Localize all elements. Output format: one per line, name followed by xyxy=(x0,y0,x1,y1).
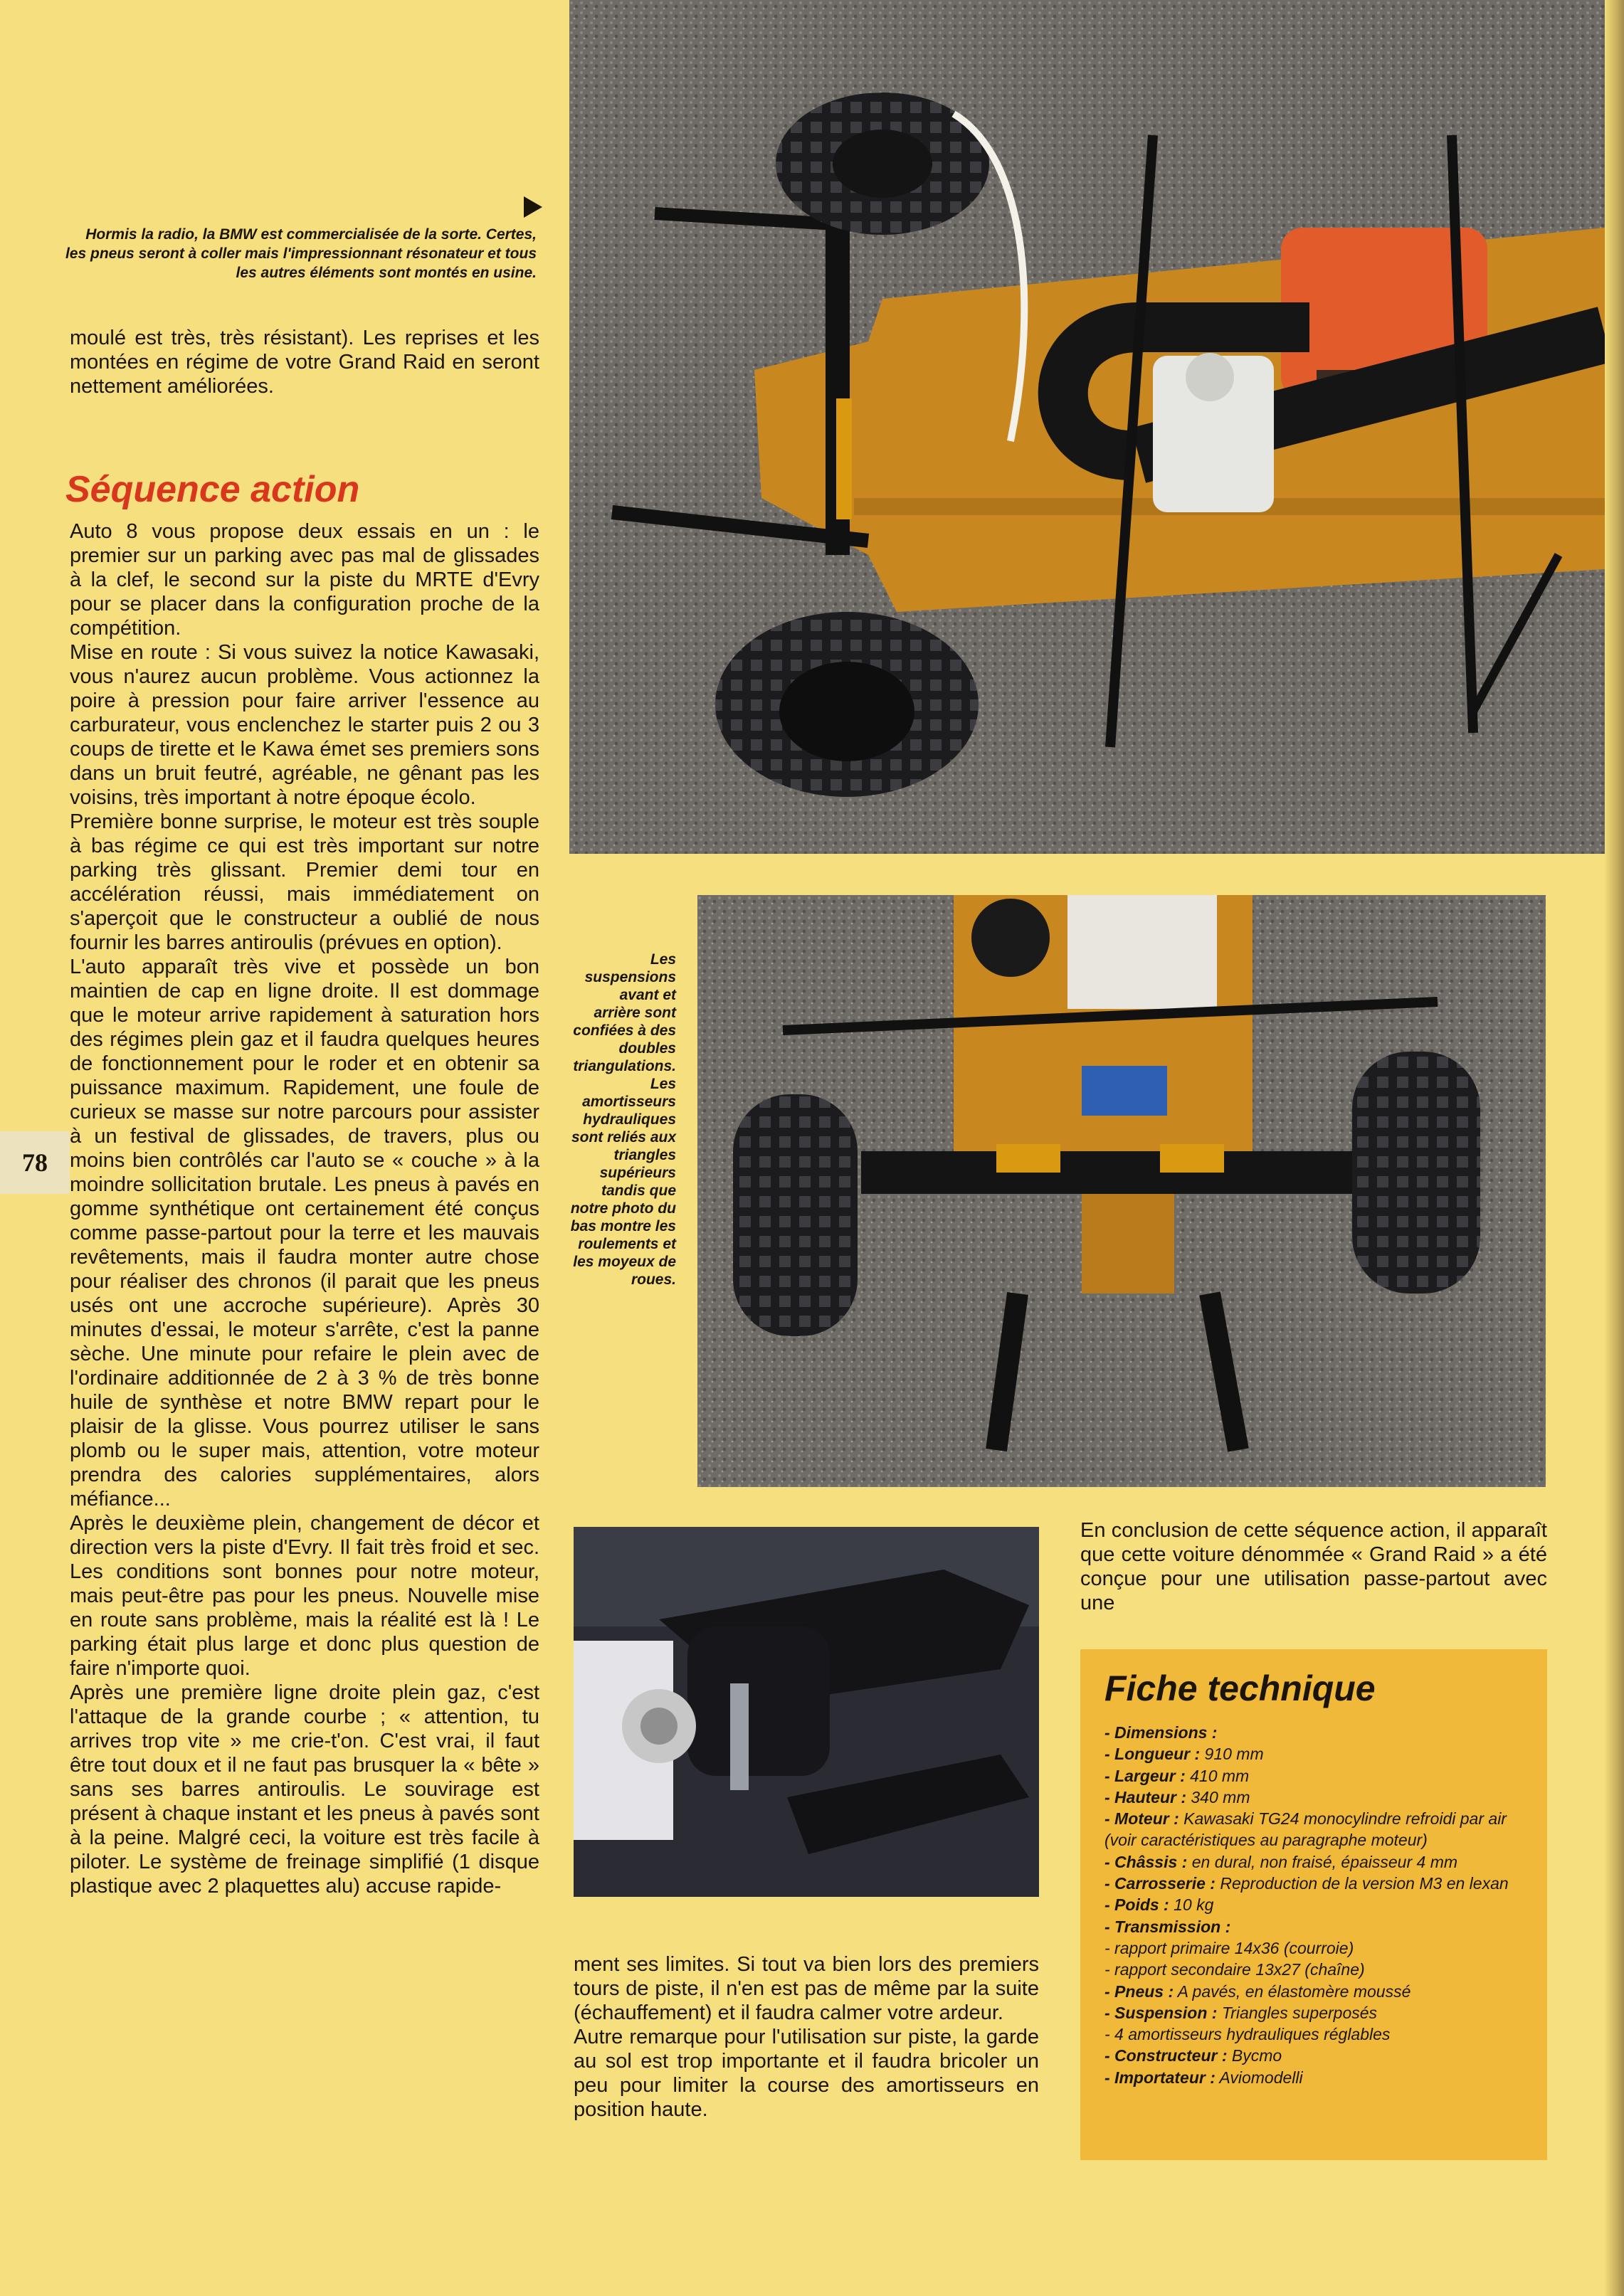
spec-value: 410 mm xyxy=(1185,1766,1250,1785)
spec-value: 910 mm xyxy=(1200,1745,1264,1764)
spec-value: 10 kg xyxy=(1169,1895,1214,1915)
spec-label: - Poids : xyxy=(1104,1895,1169,1915)
tire-front-right xyxy=(715,612,979,797)
spec-label: - Dimensions : xyxy=(1104,1723,1218,1742)
photo-wheel-hub xyxy=(574,1527,1039,1897)
page-number: 78 xyxy=(0,1131,70,1194)
spec-list xyxy=(1104,1722,1523,2088)
spec-item xyxy=(1104,2002,1523,2023)
spec-value: Kawasaki TG24 monocylindre refroidi par air (voir caractéristiques au paragraphe moteur) xyxy=(1104,1809,1507,1850)
paragraph: Après le deuxième plein, changement de décor et direction vers la piste d'Evry. Il fait très froid et sec. Les conditions sont bonnes pour notre moteur, mais peut-être pas pour les pneus. Nouvelle mise en route sans problème, mais la réalité est là ! Le parking était plus large et donc plus question de faire n'importe quoi. xyxy=(70,1512,539,1680)
spec-value: Bycmo xyxy=(1227,2046,1282,2065)
spec-label: - Importateur : xyxy=(1104,2068,1216,2087)
photo-suspension xyxy=(697,895,1546,1487)
spec-label: - Transmission : xyxy=(1104,1917,1231,1936)
paragraph: L'auto apparaît très vive et possède un bon maintien de cap en ligne droite. Il est dommage que le moteur arrive rapidement à saturation hors des régimes plein gaz et il faudra quelques heures de fonctionnement pour le roder et en obtenir sa puissance maximum. Rapidement, une foule de curieux se masse sur notre parcours pour assister à un festival de glissades, de travers, plus ou moins bien contrôlés car l'auto se « couche » à la moindre sollicitation brutale. Les pneus à pavés en gomme synthétique ont certainement été conçus comme passe-partout pour la terre et les mauvais revêtements, mais il faudra monter autre chose pour réaliser des chronos (il parait que les pneus usés ont une accroche supérieure). Après 30 minutes d'essai, le moteur s'arrête, c'est la panne sèche. Une minute pour refaire le plein avec de l'ordinaire additionnée de 2 à 3 % de très bonne huile de synthèse et notre BMW repart pour le plaisir de la glisse. Vous pourrez utiliser le sans plomb ou le super mais, attention, votre moteur prendra des calories supplémentaires, alors méfiance... xyxy=(70,956,539,1511)
spec-item xyxy=(1104,2067,1523,2088)
fiche-technique-box xyxy=(1080,1649,1547,2160)
spec-item xyxy=(1104,2023,1523,2045)
tire-left xyxy=(733,1094,858,1336)
paragraph: ment ses limites. Si tout va bien lors des premiers tours de piste, il n'en est pas de même par la suite (échauffement) et il faudra calmer votre ardeur. xyxy=(574,1953,1039,2024)
paragraph: Première bonne surprise, le moteur est très souple à bas régime ce qui est très important sur notre parking très glissant. Premier demi tour en accélération réussi, mais immédiatement on s'aperçoit que le constructeur a oublié de nous fournir les barres antiroulis (prévues en option). xyxy=(70,810,539,954)
spec-label: - Moteur : xyxy=(1104,1809,1179,1829)
spec-item xyxy=(1104,1916,1523,1937)
spec-item xyxy=(1104,1894,1523,1915)
spec-value: Aviomodelli xyxy=(1215,2068,1303,2087)
spec-value: - rapport primaire 14x36 (courroie) xyxy=(1104,1938,1354,1957)
engine-badge: TG24 xyxy=(1338,376,1388,398)
spec-item xyxy=(1104,1873,1523,1894)
spec-item xyxy=(1104,1937,1523,1959)
spec-label: - Suspension : xyxy=(1104,2003,1218,2022)
spec-item xyxy=(1104,1959,1523,1980)
fiche-title: Fiche technique xyxy=(1104,1668,1376,1708)
spec-label: - Largeur : xyxy=(1104,1766,1186,1785)
spec-label: - Hauteur : xyxy=(1104,1787,1186,1806)
caption-arrow-icon xyxy=(524,196,542,218)
conclusion-paragraph: En conclusion de cette séquence action, il apparaît que cette voiture dénommée « Grand Raid » a été conçue pour une utilisation passe-partout avec une xyxy=(1080,1519,1547,1614)
spec-value: 340 mm xyxy=(1186,1787,1250,1806)
spec-value: - rapport secondaire 13x27 (chaîne) xyxy=(1104,1960,1365,1979)
spec-value: Reproduction de la version M3 en lexan xyxy=(1215,1874,1509,1893)
caption-suspension: Les suspensions avant et arrière sont confiées à des doubles triangulations. Les amortisseurs hydrauliques sont reliés aux triangles supérieurs tandis que notre photo du bas montre les roulements et les moyeux de roues. xyxy=(570,951,676,1288)
spec-value: Triangles superposés xyxy=(1217,2003,1378,2022)
spec-item xyxy=(1104,1765,1523,1787)
spec-item xyxy=(1104,1851,1523,1873)
spec-value: en dural, non fraisé, épaisseur 4 mm xyxy=(1187,1852,1458,1871)
spec-item xyxy=(1104,1743,1523,1765)
spec-item xyxy=(1104,1722,1523,1743)
intro-text xyxy=(70,326,539,398)
spec-label: - Carrosserie : xyxy=(1104,1874,1216,1893)
spec-item xyxy=(1104,1808,1523,1851)
spec-item xyxy=(1104,1787,1523,1808)
paragraph: Auto 8 vous propose deux essais en un : le premier sur un parking avec pas mal de glissades à la clef, le second sur la piste du MRTE d'Evry pour se placer dans la configuration proche de la compétition. xyxy=(70,520,539,640)
paragraph: Après une première ligne droite plein gaz, c'est l'attaque de la grande courbe ; « attention, tu arrives trop vite » me crie-t'on. C'est vrai, il faut être tout doux et il ne faut pas brusquer la « bête » sans ses barres antiroulis. Le souvirage est présent à chaque instant et les pneus à pavés sont à la peine. Malgré ceci, la voiture est très facile à piloter. Le système de freinage simplifié (1 disque plastique avec 2 plaquettes alu) accuse rapide- xyxy=(70,1681,539,1898)
spec-label: - Pneus : xyxy=(1104,1982,1174,2001)
spec-value: - 4 amortisseurs hydrauliques réglables xyxy=(1104,2025,1391,2044)
spec-value: A pavés, en élastomère moussé xyxy=(1174,1982,1411,2001)
page-binding-shadow xyxy=(1604,0,1624,2296)
paragraph: Mise en route : Si vous suivez la notice Kawasaki, vous n'aurez aucun problème. Vous actionnez la poire à pression pour faire arriver l'essence au carburateur, vous enclenchez le starter puis 2 ou 3 coups de tirette et le Kawa émet ses premiers sons dans un bruit feutré, agréable, ne gênant pas les voisins, très important à notre époque écolo. xyxy=(70,641,539,809)
intro-paragraph: moulé est très, très résistant). Les reprises et les montées en régime de votre Grand Raid en seront nettement améliorées. xyxy=(70,327,539,398)
caption-top: Hormis la radio, la BMW est commercialisée de la sorte. Certes, les pneus seront à coller mais l'impressionnant résonateur et tous les autres éléments sont montés en usine. xyxy=(65,226,537,281)
spec-label: - Constructeur : xyxy=(1104,2046,1228,2065)
spec-label: - Châssis : xyxy=(1104,1852,1188,1871)
section-title: Séquence action xyxy=(65,469,360,510)
spec-item xyxy=(1104,1981,1523,2002)
tire-right xyxy=(1352,1052,1480,1294)
spec-label: - Longueur : xyxy=(1104,1745,1201,1764)
column-2 xyxy=(574,1952,1039,2122)
photo-chassis-top xyxy=(569,0,1605,854)
spec-item xyxy=(1104,2045,1523,2066)
column-1 xyxy=(70,519,539,1898)
column-3 xyxy=(1080,1518,1547,1615)
paragraph: Autre remarque pour l'utilisation sur piste, la garde au sol est trop importante et il faudra bricoler un peu pour limiter la course des amortisseurs en position haute. xyxy=(574,2026,1039,2121)
